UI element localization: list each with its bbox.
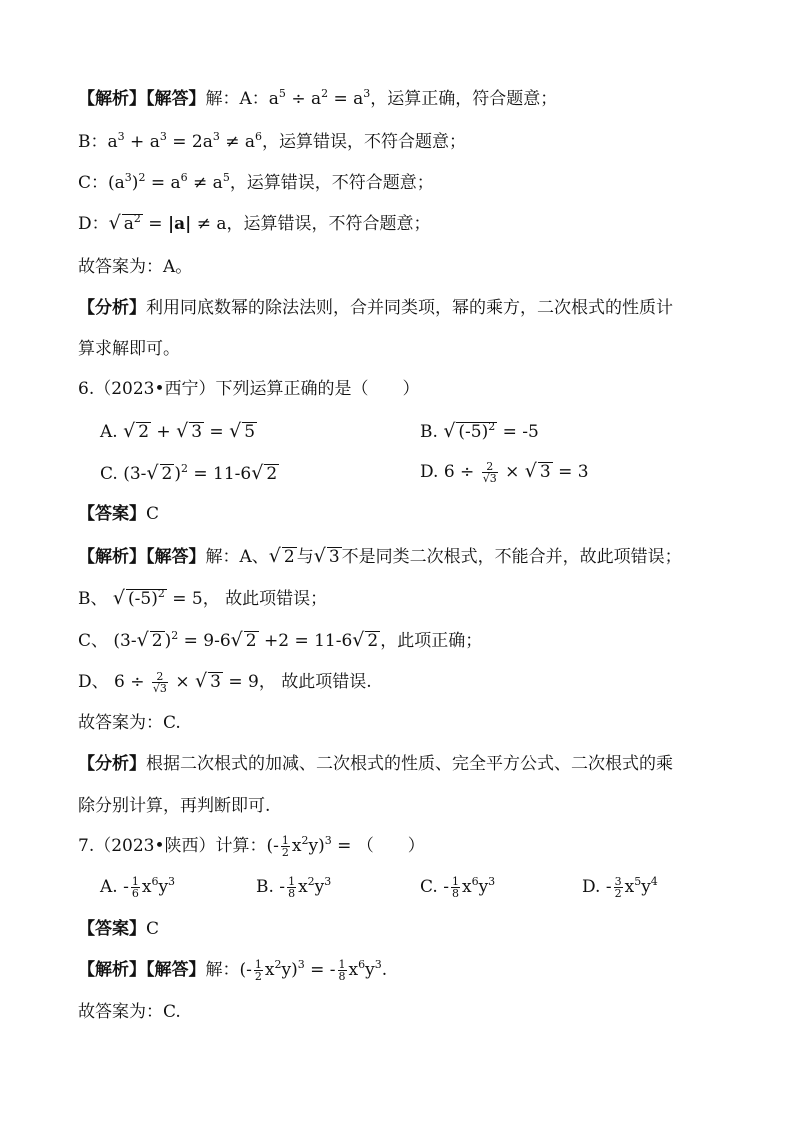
q5-solution-a: 【解析】【解答】解：A：$a^5 \div a^2 = a^3$，运算正确，符合题意；: [78, 87, 558, 109]
q7-solution: 【解析】【解答】解：(- $\frac{1}{2}$ $x^2y)^3$ = - $\frac{1}{8}$ $x^6y^3$.: [78, 958, 388, 983]
q7-option-d: D. - $\frac{3}{2}$ $x^5y^4$: [582, 875, 658, 900]
q7-option-c: C. - $\frac{1}{8}$ $x^6y^3$: [420, 875, 496, 900]
q6-solution-b: B、 √ $(-5)^2 = 5$， 故此项错误；: [78, 587, 328, 609]
q7-option-b: B. - $\frac{1}{8}$ $x^2y^3$: [256, 875, 332, 900]
q6-option-b: B. √ $(-5)^2 = -5$: [420, 420, 539, 442]
q5-analysis-cont: 算求解即可。: [78, 339, 180, 359]
q5-solution-d: D：√ $a^2 = |a| \ne a$，运算错误，不符合题意；: [78, 212, 431, 234]
q6-answer: 【答案】C: [78, 504, 160, 524]
q7-answer: 【答案】C: [78, 919, 160, 939]
q5-conclusion: 故答案为：A。: [78, 257, 193, 277]
q6-analysis-cont: 除分别计算，再判断即可.: [78, 796, 271, 816]
q7-conclusion: 故答案为：C.: [78, 1002, 181, 1022]
q7-stem: 7.（2023•陕西）计算：(- $\frac{1}{2}$ $x^2y)^3$ = （ ）: [78, 834, 425, 859]
q6-solution-c: C、 (3-√ 2 )$^2$ = 9-6√ 2 +2 = 11-6√ 2 ，此项正确；: [78, 629, 483, 651]
q6-analysis: 【分析】根据二次根式的加减、二次根式的性质、完全平方公式、二次根式的乘: [78, 754, 673, 774]
q6-option-a: A. √ 2 + √ 3 = √ 5: [100, 420, 256, 442]
q5-solution-b: B：$a^3 + a^3 = 2a^3 \ne a^6$，运算错误，不符合题意；: [78, 130, 467, 152]
q7-option-a: A. - $\frac{1}{6}$ $x^6y^3$: [100, 875, 176, 900]
q6-option-d: D. 6 ÷ $\frac{2}{√3}$ × √ 3 = 3: [420, 460, 589, 485]
q6-solution-a: 【解析】【解答】解：A、√ 2 与√ 3 不是同类二次根式，不能合并，故此项错误；: [78, 545, 682, 567]
q6-conclusion: 故答案为：C.: [78, 713, 181, 733]
q6-option-c: C. (3-√ 2 )$^2$ = 11-6√ 2: [100, 462, 278, 484]
q6-stem: 6.（2023•西宁）下列运算正确的是（ ）: [78, 379, 420, 399]
q5-analysis: 【分析】利用同底数幂的除法法则，合并同类项，幂的乘方，二次根式的性质计: [78, 298, 673, 318]
q5-solution-c: C：$(a^3)^2 = a^6 \ne a^5$，运算错误，不符合题意；: [78, 171, 434, 193]
q6-solution-d: D、 6 ÷ $\frac{2}{√3}$ × √ 3 = 9， 故此项错误.: [78, 670, 372, 695]
